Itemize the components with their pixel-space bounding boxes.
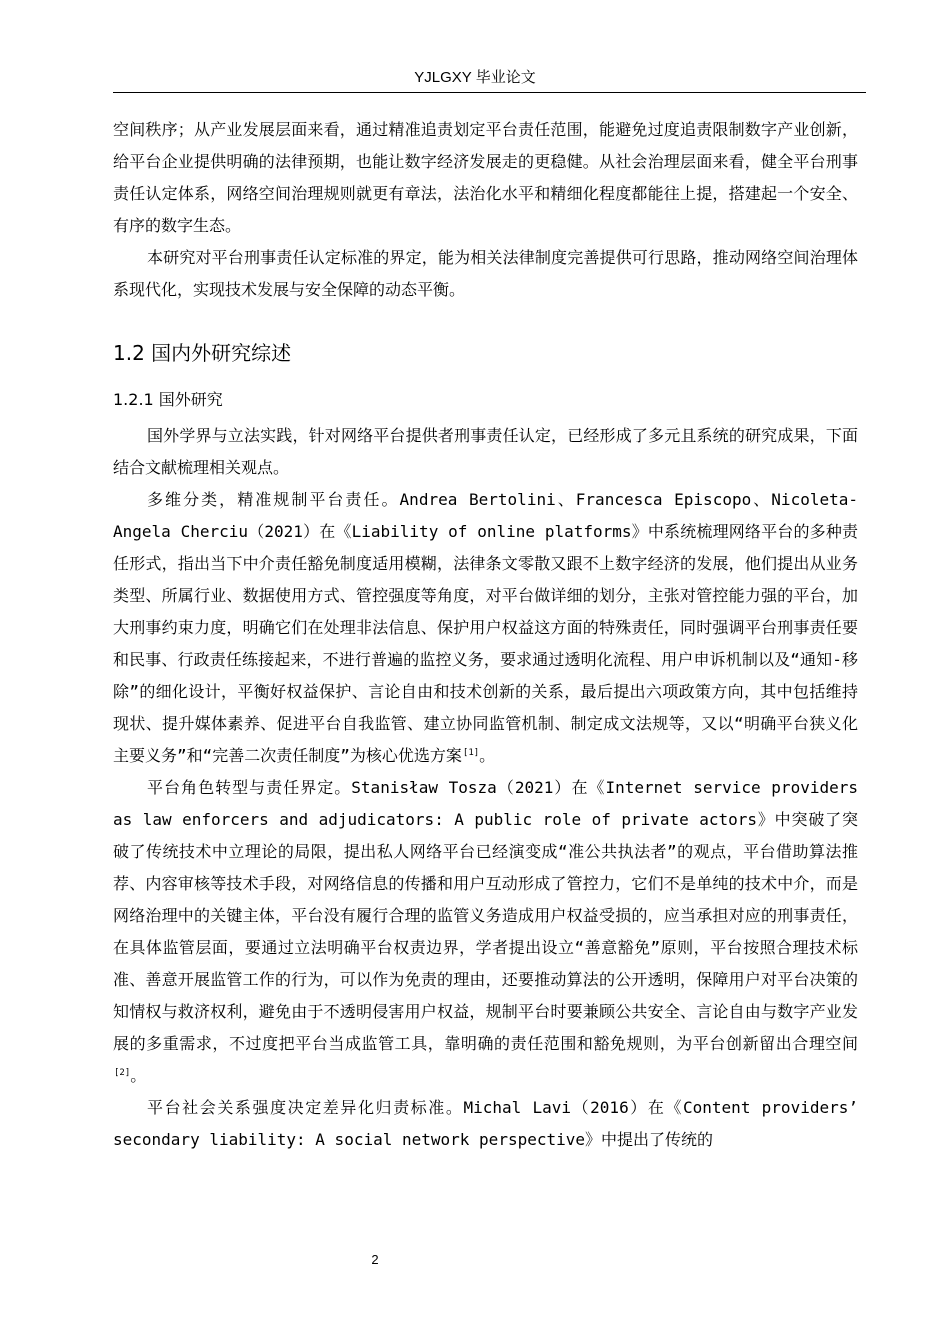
body-paragraph: 国外学界与立法实践，针对网络平台提供者刑事责任认定，已经形成了多元且系统的研究成果，下面结合文献梳理相关观点。: [113, 426, 858, 477]
body-paragraph: [113, 772, 858, 1092]
body-paragraph: 空间秩序；从产业发展层面来看，通过精准追责划定平台责任范围，能避免过度追责限制数字产业创新，给平台企业提供明确的法律预期，也能让数字经济发展走的更稳健。从社会治理层面来看，健全平台刑事责任认定体系，网络空间治理规则就更有章法，法治化水平和精细化程度都能往上提，搭建起一个安全、有序的数字生态。: [113, 120, 858, 235]
header-divider: [113, 92, 866, 93]
body-paragraph: 平台社会关系强度决定差异化归责标准。Michal Lavi（2016）在《Content providers’ secondary liability: A social network perspective》中提出了传统的: [113, 1098, 858, 1149]
paragraph-text: 多维分类，精准规制平台责任。Andrea Bertolini、Francesca Episcopo、Nicoleta-Angela Cherciu（2021）在《Liability of online platforms》中系统梳理网络平台的多种责任形式，指出当下中介责任豁免制度适用模糊，法律条文零散又跟不上数字经济的发展，他们提出从业务类型、所属行业、数据使用方式、管控强度等角度，对平台做详细的划分，主张对管控能力强的平台，加大刑事约束力度，明确它们在处理非法信息、保护用户权益这方面的特殊责任，同时强调平台刑事责任要和民事、行政责任练接起来，不进行普遍的监控义务，要求通过透明化流程、用户申诉机制以及“通知-移除”的细化设计，平衡好权益保护、言论自由和技术创新的关系，最后提出六项政策方向，其中包括维持现状、提升媒体素养、促进平台自我监管、建立协同监管机制、制定成文法规等，又以“明确平台狭义化主要义务”和“完善二次责任制度”为核心优选方案: [113, 490, 858, 765]
citation-marker: [2]: [114, 1067, 131, 1078]
citation-marker: [1]: [462, 747, 480, 758]
page-number: 2: [371, 1252, 379, 1267]
body-paragraph: [113, 484, 858, 772]
document-body: [113, 114, 858, 1156]
running-header: YJLGXY 毕业论文: [414, 69, 536, 86]
paragraph-text: 平台角色转型与责任界定。Stanisław Tosza（2021）在《Internet service providers as law enforcers and adjudicators: A public role of private actors》中突破了突破了传统技术中立理论的局限，提出私人网络平台已经演变成“准公共执法者”的观点，平台借助算法推荐、内容审核等技术手段，对网络信息的传播和用户互动形成了管控力，它们不是单纯的技术中介，而是网络治理中的关键主体，平台没有履行合理的监管义务造成用户权益受损的，应当承担对应的刑事责任，在具体监管层面，要通过立法明确平台权责边界，学者提出设立“善意豁免”原则，平台按照合理技术标准、善意开展监管工作的行为，可以作为免责的理由，还要推动算法的公开透明，保障用户对平台决策的知情权与救济权利，避免由于不透明侵害用户权益，规制平台时要兼顾公共安全、言论自由与数字产业发展的多重需求，不过度把平台当成监管工具，靠明确的责任范围和豁免规则，为平台创新留出合理空间: [113, 778, 858, 1053]
subsection-heading: 1.2.1 国外研究: [113, 390, 223, 409]
body-paragraph: 本研究对平台刑事责任认定标准的界定，能为相关法律制度完善提供可行思路，推动网络空间治理体系现代化，实现技术发展与安全保障的动态平衡。: [113, 248, 858, 299]
sentence-end: 。: [130, 1066, 147, 1085]
sentence-end: 。: [479, 746, 496, 765]
section-heading: 1.2 国内外研究综述: [113, 341, 292, 365]
